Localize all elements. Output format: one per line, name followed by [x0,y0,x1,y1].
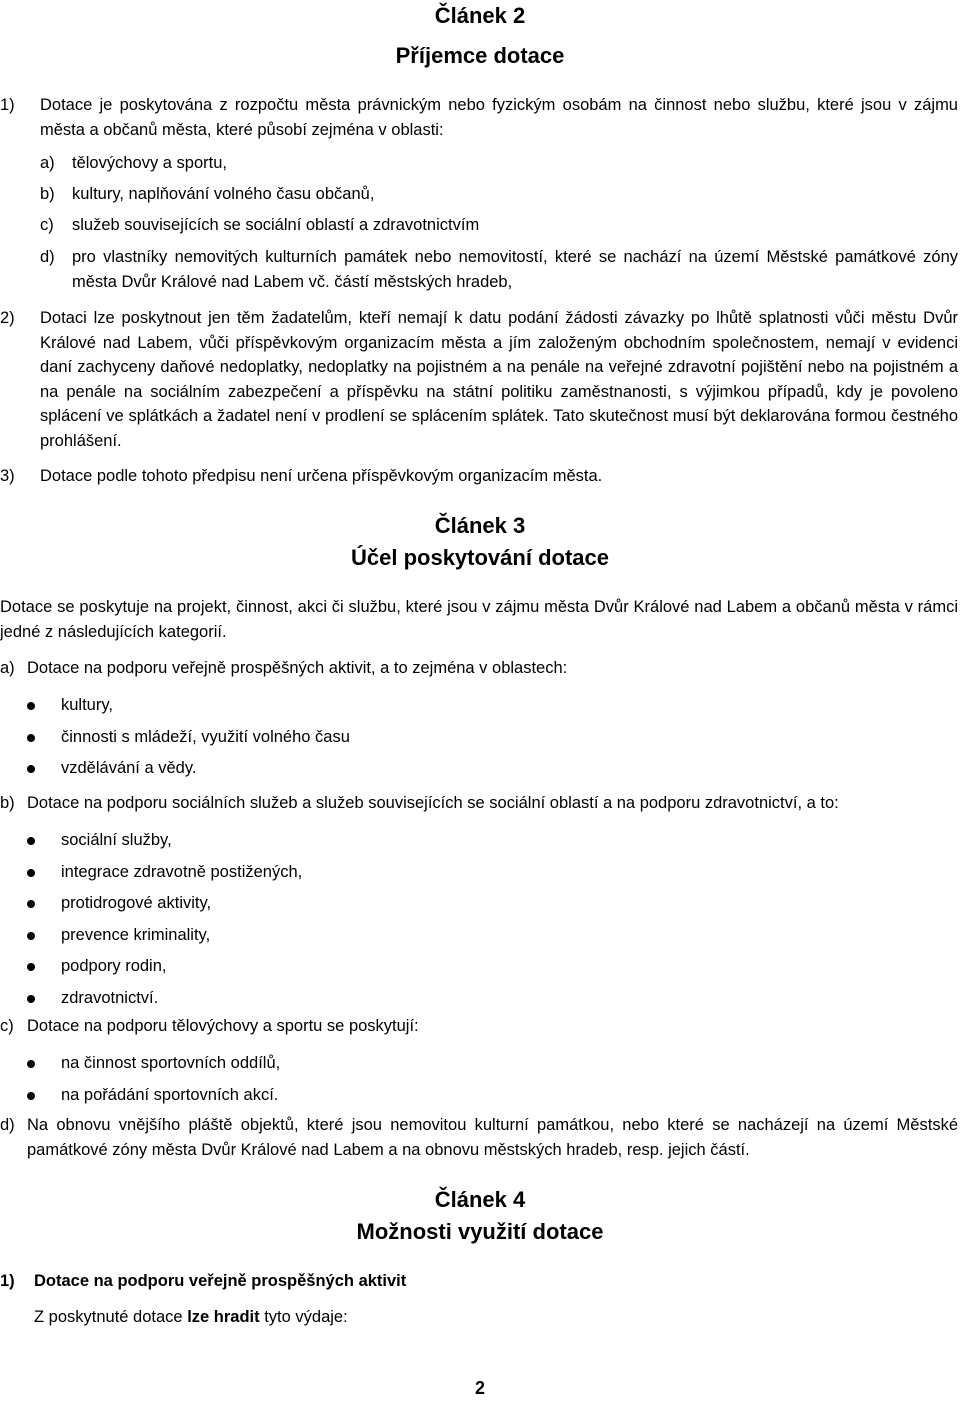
sub-text-bold: lze hradit [187,1308,260,1326]
list-item [0,725,960,757]
category-letter: a) [0,659,15,677]
list-item-text: vzdělávání a vědy. [61,759,197,777]
paragraph-text: Dotace je poskytována z rozpočtu města právnickým nebo fyzickým osobám na činnost nebo službu, které jsou v zájmu města a občanů města, které působí zejména v oblasti: [40,96,958,139]
article-2-heading: Článek 2 [434,3,526,28]
article-2-subheading: Příjemce dotace [395,43,565,68]
paragraph-text: Dotace podle tohoto předpisu není určena příspěvkovým organizacím města. [40,467,603,485]
list-item [0,986,960,1018]
list-item-text: prevence kriminality, [61,925,211,944]
item-text: tělovýchovy a sportu, [72,154,227,172]
article-2-paragraph-1 [0,93,960,142]
article-3-intro [0,595,960,644]
article-3-category-c [0,1014,960,1039]
list-item [0,1051,960,1083]
category-text: Na obnovu vnějšího pláště objektů, které jsou nemovitou kulturní památkou, nebo které se nacházejí na území Městské památkové zóny města Dvůr Králové nad Labem a na obnovu městských hradeb, resp. jejich částí. [27,1116,958,1159]
item-letter: c) [40,216,54,234]
list-item [0,756,960,788]
list-item-text: činnosti s mládeží, využití volného času [61,727,350,746]
list-item-text: na pořádání sportovních akcí. [61,1085,279,1104]
article-3-subheading: Účel poskytování dotace [351,545,609,570]
article-2-subheading-block [0,40,960,72]
paragraph-number: 1) [0,1272,15,1290]
paragraph-number: 3) [0,467,15,485]
article-2-heading-block [0,0,960,32]
bullet-icon [27,837,35,845]
bullet-icon [27,995,35,1003]
article-2-paragraph-3 [0,464,960,489]
list-item [0,891,960,923]
page-number: 2 [474,1378,485,1398]
article-4-paragraph-1-sub [0,1305,960,1330]
item-text: služeb souvisejících se sociální oblastí a zdravotnictvím [72,216,480,234]
article-2-item-b [0,182,960,207]
bullet-icon [27,900,35,908]
category-text: Dotace na podporu tělovýchovy a sportu se poskytují: [27,1017,419,1035]
article-3-category-b [0,791,960,816]
bullet-icon [27,702,35,710]
paragraph-title: Dotace na podporu veřejně prospěšných aktivit [34,1272,407,1290]
bullet-icon [27,963,35,971]
article-2-item-d [0,245,960,294]
bullet-icon [27,1092,35,1100]
list-item [0,693,960,725]
category-text: Dotace na podporu veřejně prospěšných aktivit, a to zejména v oblastech: [27,659,568,677]
article-4-heading-block [0,1184,960,1216]
list-item-text: na činnost sportovních oddílů, [61,1054,281,1072]
list-item-text: kultury, [61,696,113,714]
category-letter: c) [0,1017,14,1035]
sub-text-pre: Z poskytnuté dotace [34,1308,188,1326]
list-item-text: zdravotnictví. [61,988,159,1007]
category-letter: d) [0,1116,15,1134]
list-item [0,1083,960,1115]
article-3-category-d [0,1113,960,1162]
article-3-category-c-list [0,1051,960,1114]
list-item-text: podpory rodin, [61,957,167,975]
list-item [0,860,960,892]
article-2-item-a [0,151,960,176]
article-4-subheading-block [0,1216,960,1248]
article-2-paragraph-2 [0,306,960,453]
list-item [0,954,960,986]
list-item [0,923,960,955]
bullet-icon [27,932,35,940]
list-item-text: integrace zdravotně postižených, [61,862,303,881]
bullet-icon [27,1060,35,1068]
bullet-icon [27,765,35,773]
item-letter: a) [40,154,55,172]
item-text: pro vlastníky nemovitých kulturních památek nebo nemovitostí, které se nachází na území Městské památkové zóny města Dvůr Králové nad Labem vč. částí městských hradeb, [72,248,958,291]
item-letter: b) [40,185,55,203]
intro-text: Dotace se poskytuje na projekt, činnost, akci či službu, které jsou v zájmu města Dvůr Králové nad Labem a občanů města v rámci jedné z následujících kategorií. [0,598,958,641]
article-3-category-a-list [0,693,960,788]
paragraph-number: 1) [0,96,15,114]
list-item [0,828,960,860]
sub-text-post: tyto výdaje: [259,1308,348,1326]
article-4-heading: Článek 4 [434,1187,526,1212]
bullet-icon [27,869,35,877]
article-3-category-b-list [0,828,960,1017]
bullet-icon [27,734,35,742]
paragraph-text: Dotaci lze poskytnout jen těm žadatelům, kteří nemají k datu podání žádosti závazky po lhůtě splatnosti vůči městu Dvůr Králové nad Labem, vůči příspěvkovým organizacím města a jím založeným obchodním společnostem, nemají v evidenci daní zachyceny daňové nedoplatky, nedoplatky na pojistném a na penále na veřejné zdravotní pojištění nebo na pojistném a na penále na sociálním zabezpečení a příspěvku na státní politiku zaměstnanosti, s výjimkou případů, kdy je povoleno splácení ve splátkách a žadatel není v prodlení se splácením splátek. Tato skutečnost musí být deklarována formou čestného prohlášení. [40,309,958,450]
article-4-subheading: Možnosti využití dotace [356,1219,604,1244]
list-item-text: sociální služby, [61,831,172,849]
list-item-text: protidrogové aktivity, [61,894,212,912]
item-letter: d) [40,248,55,266]
category-letter: b) [0,794,15,812]
article-2-item-c [0,213,960,238]
article-3-heading: Článek 3 [434,513,526,538]
article-3-subheading-block [0,542,960,574]
category-text: Dotace na podporu sociálních služeb a služeb souvisejících se sociální oblastí a na podporu zdravotnictví, a to: [27,794,839,812]
article-3-heading-block [0,510,960,542]
article-4-paragraph-1 [0,1269,960,1294]
article-3-category-a [0,656,960,681]
item-text: kultury, naplňování volného času občanů, [72,185,375,203]
paragraph-number: 2) [0,309,15,327]
